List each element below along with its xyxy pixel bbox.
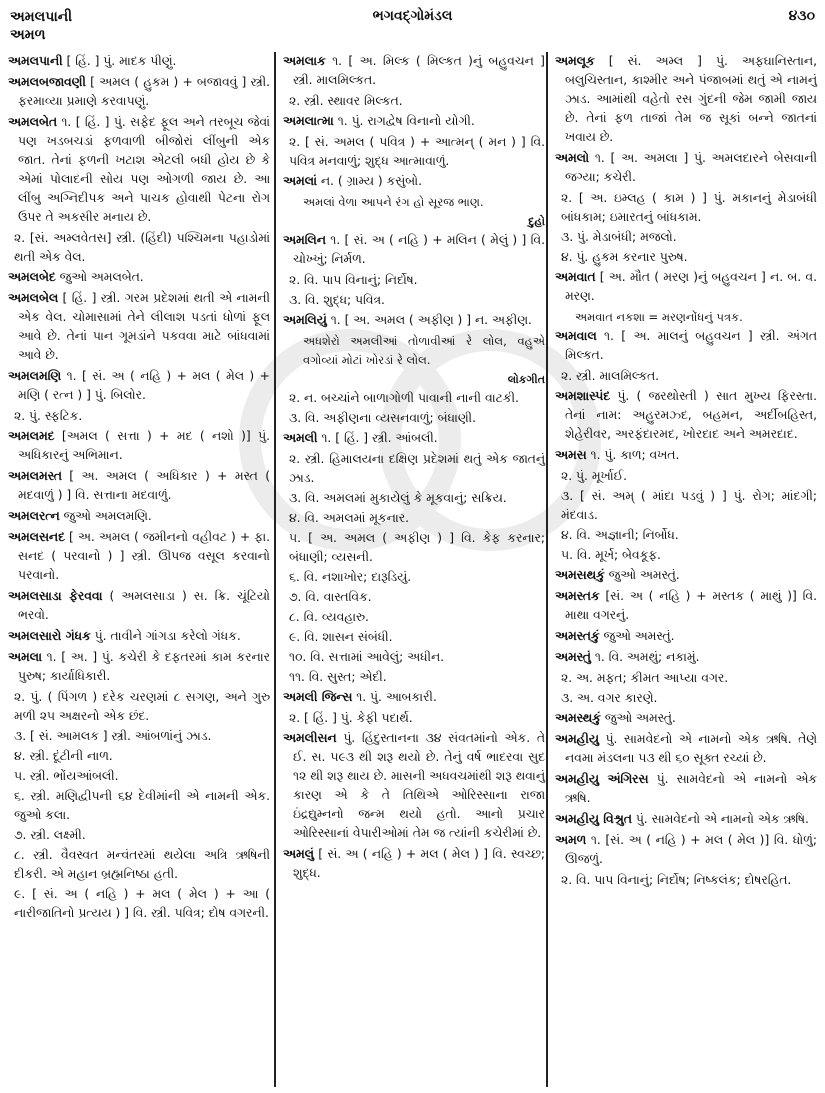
definition: પું. તાવીને ગાંગડા કરેલો ગંધક. [94, 629, 241, 643]
headword: અમલરત્ન [8, 509, 60, 523]
headword: અમહીયુ અંગિરસ [555, 772, 649, 786]
headword: અમસ્તું [555, 650, 591, 664]
dictionary-column-2 [283, 52, 545, 885]
column-divider [546, 52, 548, 1087]
sense-definition: ૭. વિ. વાસ્તવિક. [289, 590, 372, 604]
definition: ૧. [ હિં. ] સ્ત્રી. આંબલી. [321, 431, 438, 445]
dictionary-entry [8, 587, 270, 625]
headword: અમલાં [283, 174, 317, 188]
sense-definition: ૩. પું. મેડાબંધી; મજલો. [561, 230, 677, 244]
headword: અમલી જિન્સ [283, 690, 353, 704]
headword: અમલબેલ [8, 291, 59, 305]
definition: [ અમલ ( હુકમ ) + બજાવવું ] સ્ત્રી. ફરમાવ્યા પ્રમાણે કરવાપણું. [18, 75, 270, 108]
quotation-source: લોકગીત [507, 373, 545, 386]
definition: [સં. અ ( નહિ ) + મસ્તક ( માથું )] વિ. માથા વગરનું. [565, 589, 817, 622]
guide-word-last: અમળ [10, 27, 46, 43]
dictionary-entry [283, 172, 545, 191]
sense-definition: ૪. વિ. અમલમાં મૂકનાર. [289, 511, 410, 525]
dictionary-entry [283, 429, 545, 448]
definition: ૧. [ અ. મિલ્ક ( મિલ્કત )નું બહુવચન ] સ્ત્રી. માલમિલ્કત. [293, 54, 545, 87]
dictionary-entry [555, 566, 817, 585]
headword: અમલબેદ [8, 270, 56, 284]
headword: અમહીયુ વિશ્રુત [555, 812, 632, 826]
dictionary-entry [283, 845, 545, 883]
sense-definition: ૬. વિ. નશાખોર; દારૂડિયું. [289, 570, 412, 584]
definition: ૧. [સં. અ ( નહિ ) + મલ ( મેલ )] વિ. ધોળું; ઊજળું. [565, 833, 817, 866]
definition: ૧. વિ. અમથું; નકામું. [594, 650, 700, 664]
headword: અમલસનદ [8, 530, 65, 544]
sense-definition: ૨. પું. મૂર્ખાઈ. [561, 469, 628, 483]
definition: જુઓ અમસ્તું. [608, 568, 680, 582]
definition: [ હિં. ] પું. માદક પીણું. [66, 54, 177, 68]
sense-definition: ૬. સ્ત્રી. મણિદ્વીપની ૬૪ દેવીમાંની એ નામની એક. જુઓ કલા. [14, 789, 270, 822]
dictionary-entry [8, 52, 270, 71]
dictionary-entry [555, 627, 817, 646]
quotation: અમલાં વેળા આપને રંગ હો સૂરજ ભાણ. [303, 195, 484, 209]
headword: અમહીયુ [555, 732, 599, 746]
definition: ૧. પું. કાળ; વખત. [590, 448, 680, 462]
definition: જુઓ અમસ્તું. [604, 711, 676, 725]
dictionary-entry [555, 327, 817, 365]
dictionary-entry [283, 729, 545, 843]
sense-definition: ૫. સ્ત્રી. ભોંયઆંબલી. [14, 769, 119, 783]
quotation: અમવાત નકશા = મરણનોંધનું પત્રક. [575, 310, 743, 324]
definition: [ અ. અમલ ( જમીનનો વહીવટ ) + ફા. સનદ ( પરવાનો ) ] સ્ત્રી. ઊપજ વસૂલ કરવાનો પરવાનો. [18, 530, 270, 582]
sense-definition: ૨. સ્ત્રી. સ્થાવર મિલ્કત. [289, 94, 403, 108]
sense-definition: ૪. સ્ત્રી. દૂંટીની નાળ. [14, 749, 113, 763]
sense-definition: ૨. અ. મફત; કીમત આપ્યા વગર. [561, 671, 729, 685]
headword: અમશાસ્પંદ [555, 389, 611, 403]
dictionary-entry [8, 289, 270, 365]
definition: [ અ. અમલ ( અધિકાર ) + મસ્ત ( મદવાળું ) ] વિ. સત્તાના મદવાળું. [18, 469, 270, 502]
definition: પું. સામવેદનો એ નામનો એક ઋષિ. તેણે નવમા મંડલના ૫૩ થી ૬૦ સૂક્ત રચ્યાં છે. [565, 732, 817, 765]
sense-definition: ૨. [ હિં. ] પું. કેફી પદાર્થ. [289, 711, 413, 725]
headword: અમલો [555, 151, 590, 165]
headword: અમલા [8, 650, 42, 664]
sense-definition: ૧૦. વિ. સત્તામાં આવેલું; અધીન. [289, 650, 445, 664]
sense-definition: ૫. [ અ. અમલ ( અફીણ ) ] વિ. કેફ કરનાર; બંધાણી; વ્યસની. [289, 531, 545, 564]
dictionary-entry [555, 810, 817, 829]
headword: અમસ [555, 448, 587, 462]
headword: અમસ્તકું [555, 629, 600, 643]
sense-definition: ૩. અ. વગર કારણે. [561, 691, 658, 705]
dictionary-entry [283, 311, 545, 330]
headword: અમલસાડા ફેરવવા [8, 589, 103, 603]
definition: જુઓ અમસ્તું. [603, 629, 675, 643]
headword: અમલાક [283, 54, 326, 68]
headword: અમલૂક [555, 54, 595, 68]
quotation-source: દુહો [528, 215, 545, 228]
definition: ૧. [ હિં. ] પું. સફેદ ફૂલ અને તરબૂચ જેવાં પણ ખડબચડાં ફળવાળી બીજોરાં લીંબુની એક જાત. તેનાં ફળની ખટાશ એટલી બધી હોય છે કે એમાં પોલાદની સોય પણ ઓગળી જાય છે. આ લીંબુ અગ્નિદીપક અને પાચક હોવાથી પેટના રોગ ઉપર તે અકસીર મનાય છે. [18, 115, 270, 224]
definition: [ અ. મૌત ( મરણ )નું બહુવચન ] ન. બ. વ. મરણ. [565, 270, 817, 303]
dictionary-entry [8, 113, 270, 227]
definition: ૧. પું. આબકારી. [356, 690, 437, 704]
sense-definition: ૩. વિ. શુદ્ધ; પવિત્ર. [289, 293, 385, 307]
headword: અમલપાની [8, 54, 63, 68]
sense-definition: ૨. [સં. અમ્લવેતસ] સ્ત્રી. (હિંદી) પશ્ચિમના પહાડોમાં થતી એક વેલ. [14, 231, 270, 264]
dictionary-entry [555, 446, 817, 465]
sense-definition: ૪. પું. હુકમ કરનાર પુરુષ. [561, 250, 688, 264]
dictionary-entry [8, 367, 270, 405]
definition: ૧. પું. રાગદ્વેષ વિનાનો યોગી. [337, 114, 475, 128]
headword: અમલિન [283, 233, 326, 247]
dictionary-entry [555, 648, 817, 667]
headword: અમવાત [555, 270, 596, 284]
definition: ૧. [ અ. માલનું બહુવચન ] સ્ત્રી. અંગત મિલ્કત. [565, 329, 817, 362]
headword: અમલિયું [283, 313, 327, 327]
sense-definition: ૮. સ્ત્રી. વૈવસ્વત મન્વંતરમાં થયેલા અત્રિ ઋષિની દીકરી. એ મહાન બ્રહ્મનિષ્ઠા હતી. [14, 848, 270, 881]
dictionary-entry [8, 507, 270, 526]
sense-definition: ૪. વિ. અજ્ઞાની; નિર્બોધ. [561, 528, 679, 542]
sense-definition: ૩. [ સં. અમ્ ( માંદા પડવું ) ] પું. રોગ; માંદગી; મંદવાડ. [561, 489, 817, 522]
page-number: ૪૩૦ [788, 8, 815, 24]
definition: પું. સામવેદનો એ નામનો એક ઋષિ. [565, 772, 817, 805]
sense-definition: ૨. સ્ત્રી. માલમિલ્કત. [561, 369, 660, 383]
definition: ૧. [ અ. અમલા ] પું. અમલદારને બેસવાની જગ્યા; કચેરી. [565, 151, 817, 184]
sense-definition: ૨. વિ. પાપ વિનાનું; નિર્દોષ. [289, 273, 418, 287]
definition: ૧. [ સં. અ ( નહિ ) + મલિન ( મેલું ) ] વિ. ચોખ્ખું; નિર્મળ. [293, 233, 545, 266]
sense-definition: ૨. વિ. પાપ વિનાનું; નિર્દોષ; નિષ્કલંક; દોષરહિત. [561, 873, 792, 887]
headword: અમલસારો ગંધક [8, 629, 91, 643]
headword: અમવાલ [555, 329, 597, 343]
dictionary-column-1 [8, 52, 270, 924]
dictionary-entry [555, 587, 817, 625]
headword: અમળ [555, 833, 587, 847]
dictionary-entry [555, 831, 817, 869]
sense-definition: ૨. પું. સ્ફટિક. [14, 409, 83, 423]
definition: પું. હિંદુસ્તાનના ૩૪ સંવતમાંનો એક. તે ઈ. સ. ૫૯૩ થી શરૂ થયો છે. તેનું વર્ષ ભાદરવા સુદ ૧૨ થી શરૂ થાય છે. માસની અધવચમાંથી શરૂ થવાનું કારણ એ કે તે તિથિએ ઓરિસ્સાના રાજા ઇંદ્રદ્યુમ્નનો જન્મ થયો હતો. આનો પ્રચાર ઓરિસ્સાનાં વેપારીઓમાં તેમ જ ત્યાંની કચેરીમાં છે. [293, 731, 545, 840]
dictionary-entry [283, 112, 545, 131]
dictionary-column-3 [555, 52, 817, 891]
dictionary-entry [555, 387, 817, 444]
sense-definition: ૧૧. વિ. સુસ્ત; એદી. [289, 670, 387, 684]
sense-definition: ૭. સ્ત્રી. લક્ષ્મી. [14, 828, 86, 842]
definition: જુઓ અમલમણિ. [63, 509, 152, 523]
dictionary-entry [8, 427, 270, 465]
definition: ૧. [ અ. અમલ ( અફીણ ) ] ન. અફીણ. [330, 313, 532, 327]
running-title: ભગવદ્ગોમંડલ [372, 8, 453, 24]
definition: પું. સામવેદનો એ નામનો એક ઋષિ. [635, 812, 809, 826]
sense-definition: ૩. [ સં. આમલક ] સ્ત્રી. આંબળાંનું ઝાડ. [14, 729, 212, 743]
dictionary-entry [555, 149, 817, 187]
definition: ૧. [ અ. ] પું. કચેરી કે દફતરમાં કામ કરનાર પુરુષ; કાર્યાધિકારી. [18, 650, 270, 683]
dictionary-entry [8, 528, 270, 585]
definition: જુઓ અમલબેત. [59, 270, 144, 284]
definition: [ સં. અ ( નહિ ) + મલ ( મેલ ) ] વિ. સ્વચ્છ; શુદ્ધ. [293, 847, 545, 880]
headword: અમલીસન [283, 731, 337, 745]
definition: ( અમલસાડા ) સ. ક્રિ. ચૂંટિયો ભરવો. [18, 589, 270, 622]
dictionary-entry [8, 467, 270, 505]
sense-definition: ૩. વિ. અફીણના વ્યસનવાળું; બંધાણી. [289, 411, 476, 425]
headword: અમલમણિ [8, 369, 62, 383]
definition: પું. ( જરથોસ્તી ) સાત મુખ્ય ફિરસ્તા. તેનાં નામ: અહુરમઝ્દ, બહમન, અર્દીબહિસ્ત, શેહેરીવર, અરફંદારમદ, ખોરદાદ અને અમરદાદ. [565, 389, 817, 441]
definition: [અમલ ( સત્તા ) + મદ ( નશો )] પું. અધિકારનું અભિમાન. [18, 429, 270, 462]
sense-definition: ૨. [ સં. અમલ ( પવિત્ર ) + આત્મન્ ( મન ) ] વિ. પવિત્ર મનવાળું; શુદ્ધ આત્માવાળું. [289, 135, 545, 168]
dictionary-entry [8, 73, 270, 111]
headword: અમલમસ્ત [8, 469, 62, 483]
sense-definition: ૨. ન. બચ્ચાંને બાળાગોળી પાવાની નાની વાટકી. [289, 391, 519, 405]
dictionary-entry [555, 268, 817, 306]
page-header [0, 6, 825, 50]
dictionary-entry [555, 52, 817, 147]
dictionary-entry [283, 688, 545, 707]
sense-definition: ૯. વિ. શાસન સંબંધી. [289, 630, 393, 644]
dictionary-entry [8, 627, 270, 646]
sense-definition: ૫. વિ. મૂર્ખ; બેવકૂફ. [561, 548, 661, 562]
headword: અમલબેત [8, 115, 57, 129]
headword: અમલાત્મા [283, 114, 334, 128]
sense-definition: ૩. વિ. અમલમાં મુકાયેલું કે મૂકવાનું; સક્રિય. [289, 491, 507, 505]
sense-definition: ૮. વિ. વ્યવહારુ. [289, 610, 369, 624]
headword: અમસ્થકું [555, 711, 601, 725]
headword: અમલબજાવણી [8, 75, 86, 89]
sense-definition: ૨. [ અ. ઇમ્લહ ( કામ ) ] પું. મકાનનું મેડાબંધી બાંધકામ; ઇમારતનું બાંધકામ. [561, 191, 817, 224]
headword: અમસ્તક [555, 589, 600, 603]
definition: [ સં. અમ્લ ] પું. અફઘાનિસ્તાન, બલુચિસ્તાન, કાશ્મીર અને પંજાબમાં થતું એ નામનું ઝાડ. આમાંથી વહેતો રસ ગુંદની જેમ જામી જાય છે. તેનાં ફળ તાજાં તેમ જ સૂકાં બન્ને જાતનાં ખવાય છે. [565, 54, 817, 144]
definition: ન. ( ગ્રામ્ય ) કસુંબો. [320, 174, 423, 188]
headword: અમલું [283, 847, 314, 861]
quotation: અધશેરો અમલીઆં તોળાવીઆં રે લોલ, વહુએ વગોવ્યાં મોટાં ખોરડાં રે લોલ. [303, 334, 545, 367]
dictionary-entry [555, 709, 817, 728]
sense-definition: ૯. [ સં. અ ( નહિ ) + મલ ( મેલ ) + આ ( નારીજાતિનો પ્રત્યય ) ] વિ. સ્ત્રી. પવિત્ર; દોષ વગરની. [14, 887, 270, 920]
headword: અમસથકું [555, 568, 605, 582]
dictionary-entry [283, 231, 545, 269]
headword: અમલી [283, 431, 318, 445]
dictionary-entry [8, 648, 270, 686]
guide-word-first: અમલપાની [10, 9, 73, 25]
sense-definition: ૨. સ્ત્રી. હિમાલયના દક્ષિણ પ્રદેશમાં થતું એક જાતનું ઝાડ. [289, 452, 545, 485]
dictionary-entry [8, 268, 270, 287]
headword: અમલમદ [8, 429, 55, 443]
dictionary-entry [555, 730, 817, 768]
definition: [ હિં. ] સ્ત્રી. ગરમ પ્રદેશમાં થતી એ નામની એક વેલ. ચોમાસામાં તેને લીલાશ પડતાં ધોળાં ફૂલ આવે છે. તેનાં પાન ગૂમડાંને પકવવા માટે બાંધવામાં આવે છે. [18, 291, 270, 362]
column-divider [274, 52, 276, 1087]
dictionary-entry [555, 770, 817, 808]
definition: ૧. [ સં. અ ( નહિ ) + મલ ( મેલ ) + મણિ ( રત્ન ) ] પું. બિલોર. [18, 369, 270, 402]
dictionary-entry [283, 52, 545, 90]
sense-definition: ૨. પું. ( પિંગળ ) દરેક ચરણમાં ૮ સગણ, અને ગુરુ મળી ૨૫ અક્ષરનો એક છંદ. [14, 690, 270, 723]
